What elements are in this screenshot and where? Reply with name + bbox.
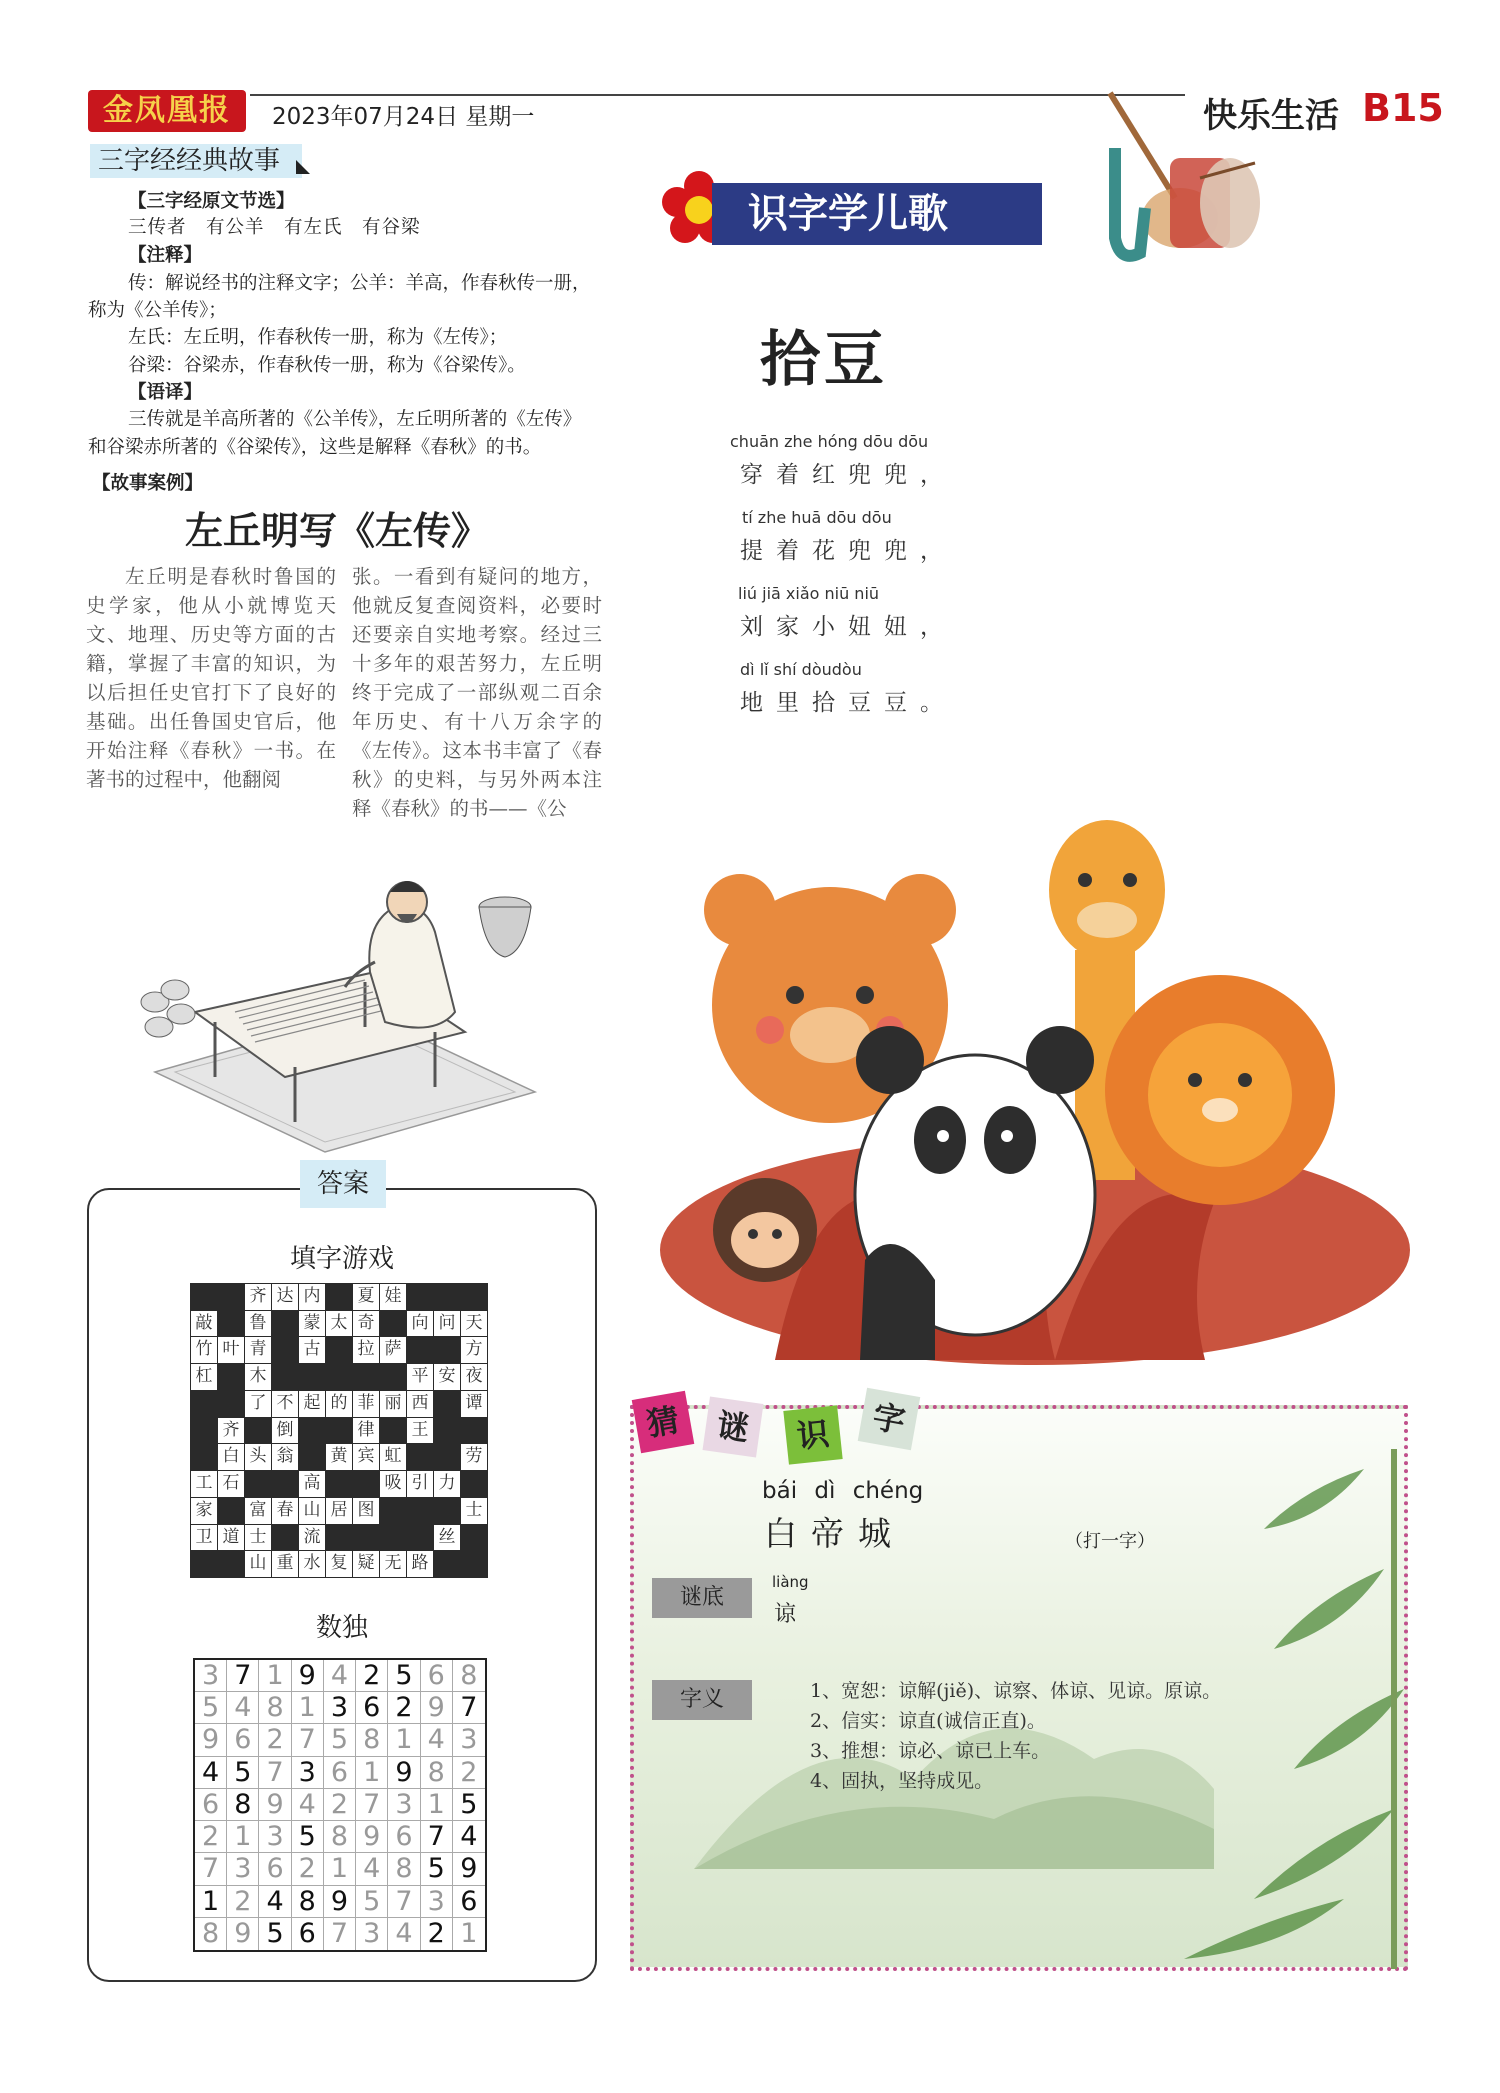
sudoku-cell: 4 (227, 1692, 259, 1724)
translation-a: 三传就是羊高所著的《公羊传》，左丘明所著的《左传》 (128, 409, 582, 430)
original-text: 三传者 有公羊 有左氏 有谷梁 (128, 217, 421, 238)
sudoku-cell: 2 (324, 1789, 356, 1821)
meaning-4: 4、固执，坚持成见。 (810, 1770, 994, 1792)
meaning-1: 1、宽恕：谅解(jiě)、谅察、体谅、见谅。原谅。 (810, 1680, 1222, 1702)
story-column-2: 张。一看到有疑问的地方，他就反复查阅资料，必要时还要亲自实地考察。经过三十多年的艰苦努力，左丘明终于完成了一部纵观二百余年历史、有十八万余字的《左传》。这本书丰富了《春秋》的史料，与另外两本注释《春秋》的书——《公 (352, 565, 602, 820)
riddle-tag-1: 猜 (632, 1391, 695, 1454)
sudoku-cell: 3 (227, 1853, 259, 1885)
crossword-black-cell (380, 1525, 406, 1551)
sudoku-cell: 6 (421, 1660, 453, 1692)
sudoku-cell: 6 (324, 1757, 356, 1789)
sudoku-cell: 5 (453, 1789, 485, 1821)
sudoku-cell: 9 (356, 1821, 388, 1853)
crossword-black-cell (191, 1391, 217, 1417)
crossword-cell: 谭 (461, 1391, 487, 1417)
sudoku-cell: 3 (453, 1724, 485, 1756)
sudoku-cell: 1 (227, 1821, 259, 1853)
issue-date: 2023年07月24日 星期一 (272, 104, 535, 130)
crossword-cell: 翁 (272, 1444, 298, 1470)
crossword-cell: 齐 (245, 1284, 271, 1310)
sudoku-cell: 9 (421, 1692, 453, 1724)
sudoku-cell: 4 (292, 1789, 324, 1821)
sudoku-cell: 1 (324, 1853, 356, 1885)
crossword-cell: 山 (299, 1498, 325, 1524)
crossword-black-cell (434, 1498, 460, 1524)
crossword-cell: 鲁 (245, 1311, 271, 1337)
crossword-black-cell (407, 1498, 433, 1524)
sudoku-cell: 7 (356, 1789, 388, 1821)
crossword-black-cell (326, 1471, 352, 1497)
note-3: 谷梁：谷梁赤，作春秋传一册，称为《谷梁传》。 (128, 355, 526, 376)
crossword-black-cell (353, 1471, 379, 1497)
sudoku-cell: 5 (227, 1757, 259, 1789)
riddle-tag-3: 识 (783, 1405, 842, 1464)
crossword-black-cell (191, 1551, 217, 1577)
crossword-cell: 头 (245, 1444, 271, 1470)
sudoku-cell: 6 (453, 1886, 485, 1918)
sudoku-cell: 8 (227, 1789, 259, 1821)
crossword-black-cell (218, 1284, 244, 1310)
crossword-cell: 白 (218, 1444, 244, 1470)
crossword-black-cell (407, 1337, 433, 1363)
sudoku-cell: 3 (292, 1757, 324, 1789)
crossword-cell: 丽 (380, 1391, 406, 1417)
crossword-black-cell (380, 1418, 406, 1444)
crossword-cell: 无 (380, 1551, 406, 1577)
case-title: 左丘明写《左传》 (185, 508, 490, 553)
crossword-cell: 水 (299, 1551, 325, 1577)
crossword-cell: 齐 (218, 1418, 244, 1444)
sudoku-cell: 2 (195, 1821, 227, 1853)
crossword-cell: 平 (407, 1364, 433, 1390)
sudoku-cell: 7 (259, 1757, 291, 1789)
crossword-cell: 奇 (353, 1311, 379, 1337)
sudoku-title: 数独 (315, 1613, 368, 1643)
translation-b: 和谷梁赤所著的《谷梁传》，这些是解释《春秋》的书。 (88, 437, 542, 458)
crossword-cell: 路 (407, 1551, 433, 1577)
translation-heading: 【语译】 (128, 382, 203, 403)
sudoku-cell: 4 (453, 1821, 485, 1853)
crossword-cell: 山 (245, 1551, 271, 1577)
crossword-black-cell (353, 1525, 379, 1551)
poem-line-2-pinyin: tí zhe huā dōu dōu (742, 508, 892, 527)
sudoku-cell: 3 (324, 1692, 356, 1724)
crossword-cell: 达 (272, 1284, 298, 1310)
crossword-cell: 起 (299, 1391, 325, 1417)
crossword-black-cell (434, 1337, 460, 1363)
sudoku-cell: 7 (227, 1660, 259, 1692)
crossword-black-cell (380, 1364, 406, 1390)
sudoku-cell: 9 (259, 1789, 291, 1821)
sudoku-cell: 6 (195, 1789, 227, 1821)
crossword-black-cell (191, 1444, 217, 1470)
poem-line-1: 穿着红兜兜， (740, 462, 956, 488)
crossword-black-cell (461, 1418, 487, 1444)
crossword-cell: 的 (326, 1391, 352, 1417)
sudoku-cell: 9 (324, 1886, 356, 1918)
sudoku-cell: 9 (227, 1918, 259, 1950)
crossword-cell: 富 (245, 1498, 271, 1524)
crossword-cell: 丝 (434, 1525, 460, 1551)
sudoku-cell: 8 (324, 1821, 356, 1853)
crossword-black-cell (380, 1498, 406, 1524)
crossword-cell: 安 (434, 1364, 460, 1390)
meaning-2: 2、信实：谅直(诚信正直)。 (810, 1710, 1046, 1732)
crossword-black-cell (299, 1364, 325, 1390)
crossword-black-cell (407, 1525, 433, 1551)
sudoku-cell: 4 (356, 1853, 388, 1885)
sudoku-cell: 6 (356, 1692, 388, 1724)
sudoku-cell: 1 (259, 1660, 291, 1692)
poem-line-4: 地里拾豆豆。 (740, 690, 956, 716)
crossword-black-cell (218, 1364, 244, 1390)
crossword-black-cell (461, 1525, 487, 1551)
crossword-cell: 重 (272, 1551, 298, 1577)
crossword-cell: 夜 (461, 1364, 487, 1390)
crossword-cell: 图 (353, 1498, 379, 1524)
sudoku-cell: 2 (259, 1724, 291, 1756)
crossword-cell: 倒 (272, 1418, 298, 1444)
crossword-black-cell (407, 1444, 433, 1470)
original-heading: 【三字经原文节选】 (128, 191, 295, 212)
crossword-cell: 蒙 (299, 1311, 325, 1337)
crossword-cell: 工 (191, 1471, 217, 1497)
crossword-cell: 居 (326, 1498, 352, 1524)
crossword-black-cell (434, 1444, 460, 1470)
sudoku-cell: 6 (227, 1724, 259, 1756)
crossword-cell: 了 (245, 1391, 271, 1417)
crossword-cell: 复 (326, 1551, 352, 1577)
crossword-black-cell (434, 1418, 460, 1444)
crossword-cell: 夏 (353, 1284, 379, 1310)
answers-label: 答案 (300, 1160, 386, 1208)
sudoku-cell: 1 (195, 1886, 227, 1918)
crossword-black-cell (461, 1471, 487, 1497)
crossword-black-cell (353, 1364, 379, 1390)
sudoku-cell: 8 (388, 1853, 420, 1885)
crossword-cell: 家 (191, 1498, 217, 1524)
poem-line-4-pinyin: dì lǐ shí dòudòu (740, 660, 862, 679)
crossword-black-cell (380, 1311, 406, 1337)
crossword-cell: 吸 (380, 1471, 406, 1497)
riddle-hint: （打一字） (1065, 1531, 1155, 1552)
sudoku-cell: 9 (453, 1853, 485, 1885)
crossword-cell: 引 (407, 1471, 433, 1497)
crossword-black-cell (218, 1311, 244, 1337)
crossword-black-cell (434, 1551, 460, 1577)
sudoku-cell: 2 (421, 1918, 453, 1950)
crossword-cell: 春 (272, 1498, 298, 1524)
sudoku-cell: 8 (421, 1757, 453, 1789)
crossword-black-cell (434, 1391, 460, 1417)
crossword-cell: 黄 (326, 1444, 352, 1470)
poem-title: 拾豆 (760, 325, 888, 395)
notes-heading: 【注释】 (128, 245, 203, 266)
crossword-cell: 叶 (218, 1337, 244, 1363)
sudoku-cell: 2 (453, 1757, 485, 1789)
crossword-cell: 士 (245, 1525, 271, 1551)
crossword-cell: 古 (299, 1337, 325, 1363)
crossword-black-cell (326, 1364, 352, 1390)
crossword-cell: 敲 (191, 1311, 217, 1337)
story-column-1: 左丘明是春秋时鲁国的史学家，他从小就博览天文、地理、历史等方面的古籍，掌握了丰富的知识，为以后担任史官打下了良好的基础。出任鲁国史官后，他开始注释《春秋》一书。在著书的过程中，他翻阅 (86, 565, 336, 791)
crossword-cell: 王 (407, 1418, 433, 1444)
sudoku-cell: 5 (292, 1821, 324, 1853)
crossword-black-cell (272, 1364, 298, 1390)
crossword-cell: 娃 (380, 1284, 406, 1310)
crossword-cell: 石 (218, 1471, 244, 1497)
crossword-black-cell (191, 1418, 217, 1444)
crossword-black-cell (272, 1471, 298, 1497)
sudoku-cell: 4 (324, 1660, 356, 1692)
riddle-tag-4: 字 (858, 1388, 921, 1451)
scholar-writing-illustration (135, 862, 555, 1142)
sudoku-cell: 7 (292, 1724, 324, 1756)
case-heading: 【故事案例】 (92, 473, 204, 494)
sudoku-cell: 4 (421, 1724, 453, 1756)
sudoku-cell: 6 (292, 1918, 324, 1950)
sudoku-cell: 5 (259, 1918, 291, 1950)
crossword-cell: 太 (326, 1311, 352, 1337)
sudoku-cell: 5 (195, 1692, 227, 1724)
crossword-black-cell (218, 1498, 244, 1524)
crossword-black-cell (326, 1525, 352, 1551)
meaning-label: 字义 (652, 1680, 752, 1720)
crossword-black-cell (326, 1284, 352, 1310)
sudoku-cell: 7 (421, 1821, 453, 1853)
crossword-cell: 力 (434, 1471, 460, 1497)
sudoku-cell: 8 (259, 1692, 291, 1724)
crossword-cell: 西 (407, 1391, 433, 1417)
sudoku-cell: 1 (460, 1917, 478, 1949)
riddle-tag-2: 谜 (703, 1397, 764, 1458)
crossword-grid (190, 1283, 488, 1578)
sudoku-cell: 8 (195, 1918, 227, 1950)
sudoku-cell: 5 (421, 1853, 453, 1885)
sudoku-cell: 1 (421, 1789, 453, 1821)
riddle-pinyin: bái dì chéng (762, 1478, 924, 1504)
crossword-cell: 杠 (191, 1364, 217, 1390)
sudoku-cell: 6 (259, 1853, 291, 1885)
crossword-black-cell (299, 1444, 325, 1470)
crossword-cell: 流 (299, 1525, 325, 1551)
answer-label: 谜底 (652, 1578, 752, 1618)
crossword-black-cell (326, 1418, 352, 1444)
crossword-cell: 宾 (353, 1444, 379, 1470)
note-2: 左氏：左丘明，作春秋传一册，称为《左传》； (128, 327, 508, 348)
sudoku-cell: 9 (195, 1724, 227, 1756)
crossword-cell: 问 (434, 1311, 460, 1337)
crossword-black-cell (272, 1337, 298, 1363)
header-rule (250, 94, 1185, 96)
crossword-cell: 疑 (353, 1551, 379, 1577)
crossword-cell: 律 (353, 1418, 379, 1444)
sudoku-cell: 8 (356, 1724, 388, 1756)
crossword-cell: 竹 (191, 1337, 217, 1363)
page-number: B15 (1362, 86, 1444, 130)
sudoku-cell: 1 (356, 1757, 388, 1789)
sudoku-cell: 7 (453, 1692, 485, 1724)
crossword-cell: 方 (461, 1337, 487, 1363)
sudoku-cell: 2 (388, 1692, 420, 1724)
crossword-title: 填字游戏 (289, 1244, 394, 1274)
section-name: 快乐生活 (1203, 96, 1339, 136)
crossword-cell: 内 (299, 1284, 325, 1310)
animals-illustration (655, 820, 1415, 1360)
crossword-cell: 士 (461, 1498, 487, 1524)
riddle-text: 白帝城 (764, 1514, 905, 1553)
crossword-black-cell (272, 1525, 298, 1551)
crossword-cell: 拉 (353, 1337, 379, 1363)
sudoku-cell: 1 (388, 1724, 420, 1756)
sudoku-cell: 6 (388, 1821, 420, 1853)
crossword-cell: 劳 (461, 1444, 487, 1470)
crossword-black-cell (299, 1418, 325, 1444)
musical-instruments-illustration (1080, 88, 1260, 278)
sudoku-cell: 2 (356, 1660, 388, 1692)
note-1a: 传：解说经书的注释文字；公羊：羊高，作春秋传一册， (128, 273, 591, 294)
crossword-black-cell (245, 1418, 271, 1444)
answer-pinyin: liàng (772, 1573, 809, 1591)
sudoku-cell: 1 (292, 1692, 324, 1724)
poem-line-2: 提着花兜兜， (740, 538, 956, 564)
crossword-cell: 木 (245, 1364, 271, 1390)
crossword-cell: 高 (299, 1471, 325, 1497)
crossword-cell: 萨 (380, 1337, 406, 1363)
sudoku-cell: 4 (259, 1886, 291, 1918)
note-1b: 称为《公羊传》； (88, 300, 227, 321)
sudoku-cell: 7 (388, 1886, 420, 1918)
crossword-black-cell (218, 1551, 244, 1577)
crossword-cell: 卫 (191, 1525, 217, 1551)
crossword-cell: 青 (245, 1337, 271, 1363)
poem-line-3: 刘家小妞妞， (740, 614, 956, 640)
sudoku-cell: 4 (388, 1918, 420, 1950)
crossword-black-cell (407, 1284, 433, 1310)
sudoku-cell: 2 (292, 1853, 324, 1885)
crossword-cell: 虹 (380, 1444, 406, 1470)
sudoku-cell: 5 (356, 1886, 388, 1918)
rhyme-banner: 识字学儿歌 (712, 183, 1042, 245)
sudoku-cell: 8 (453, 1660, 485, 1692)
newspaper-logo: 金凤凰报 (88, 90, 246, 132)
crossword-cell: 菲 (353, 1391, 379, 1417)
crossword-cell: 不 (272, 1391, 298, 1417)
sudoku-cell: 2 (227, 1886, 259, 1918)
classic-tag: 三字经经典故事 (90, 144, 302, 178)
crossword-black-cell (272, 1311, 298, 1337)
sudoku-grid (193, 1658, 487, 1952)
poem-line-3-pinyin: liú jiā xiǎo niū niū (738, 584, 880, 603)
sudoku-cell: 5 (388, 1660, 420, 1692)
crossword-black-cell (461, 1551, 487, 1577)
sudoku-cell: 7 (195, 1853, 227, 1885)
sudoku-cell: 9 (292, 1660, 324, 1692)
sudoku-cell: 8 (292, 1886, 324, 1918)
answer-character: 谅 (774, 1602, 797, 1627)
crossword-cell: 道 (218, 1525, 244, 1551)
tag-triangle-icon (296, 160, 310, 174)
sudoku-cell: 7 (324, 1918, 356, 1950)
crossword-black-cell (245, 1471, 271, 1497)
sudoku-cell: 4 (195, 1757, 227, 1789)
crossword-cell: 天 (461, 1311, 487, 1337)
sudoku-cell: 3 (356, 1918, 388, 1950)
sudoku-cell: 3 (421, 1886, 453, 1918)
crossword-black-cell (461, 1284, 487, 1310)
sudoku-cell: 3 (259, 1821, 291, 1853)
meaning-3: 3、推想：谅必、谅已上车。 (810, 1740, 1051, 1762)
sudoku-cell: 3 (388, 1789, 420, 1821)
sudoku-cell: 9 (388, 1757, 420, 1789)
sudoku-cell: 5 (324, 1724, 356, 1756)
crossword-black-cell (218, 1391, 244, 1417)
crossword-black-cell (434, 1284, 460, 1310)
poem-line-1-pinyin: chuān zhe hóng dōu dōu (730, 432, 929, 451)
crossword-cell: 向 (407, 1311, 433, 1337)
sudoku-cell: 3 (195, 1660, 227, 1692)
crossword-black-cell (191, 1284, 217, 1310)
crossword-black-cell (326, 1337, 352, 1363)
